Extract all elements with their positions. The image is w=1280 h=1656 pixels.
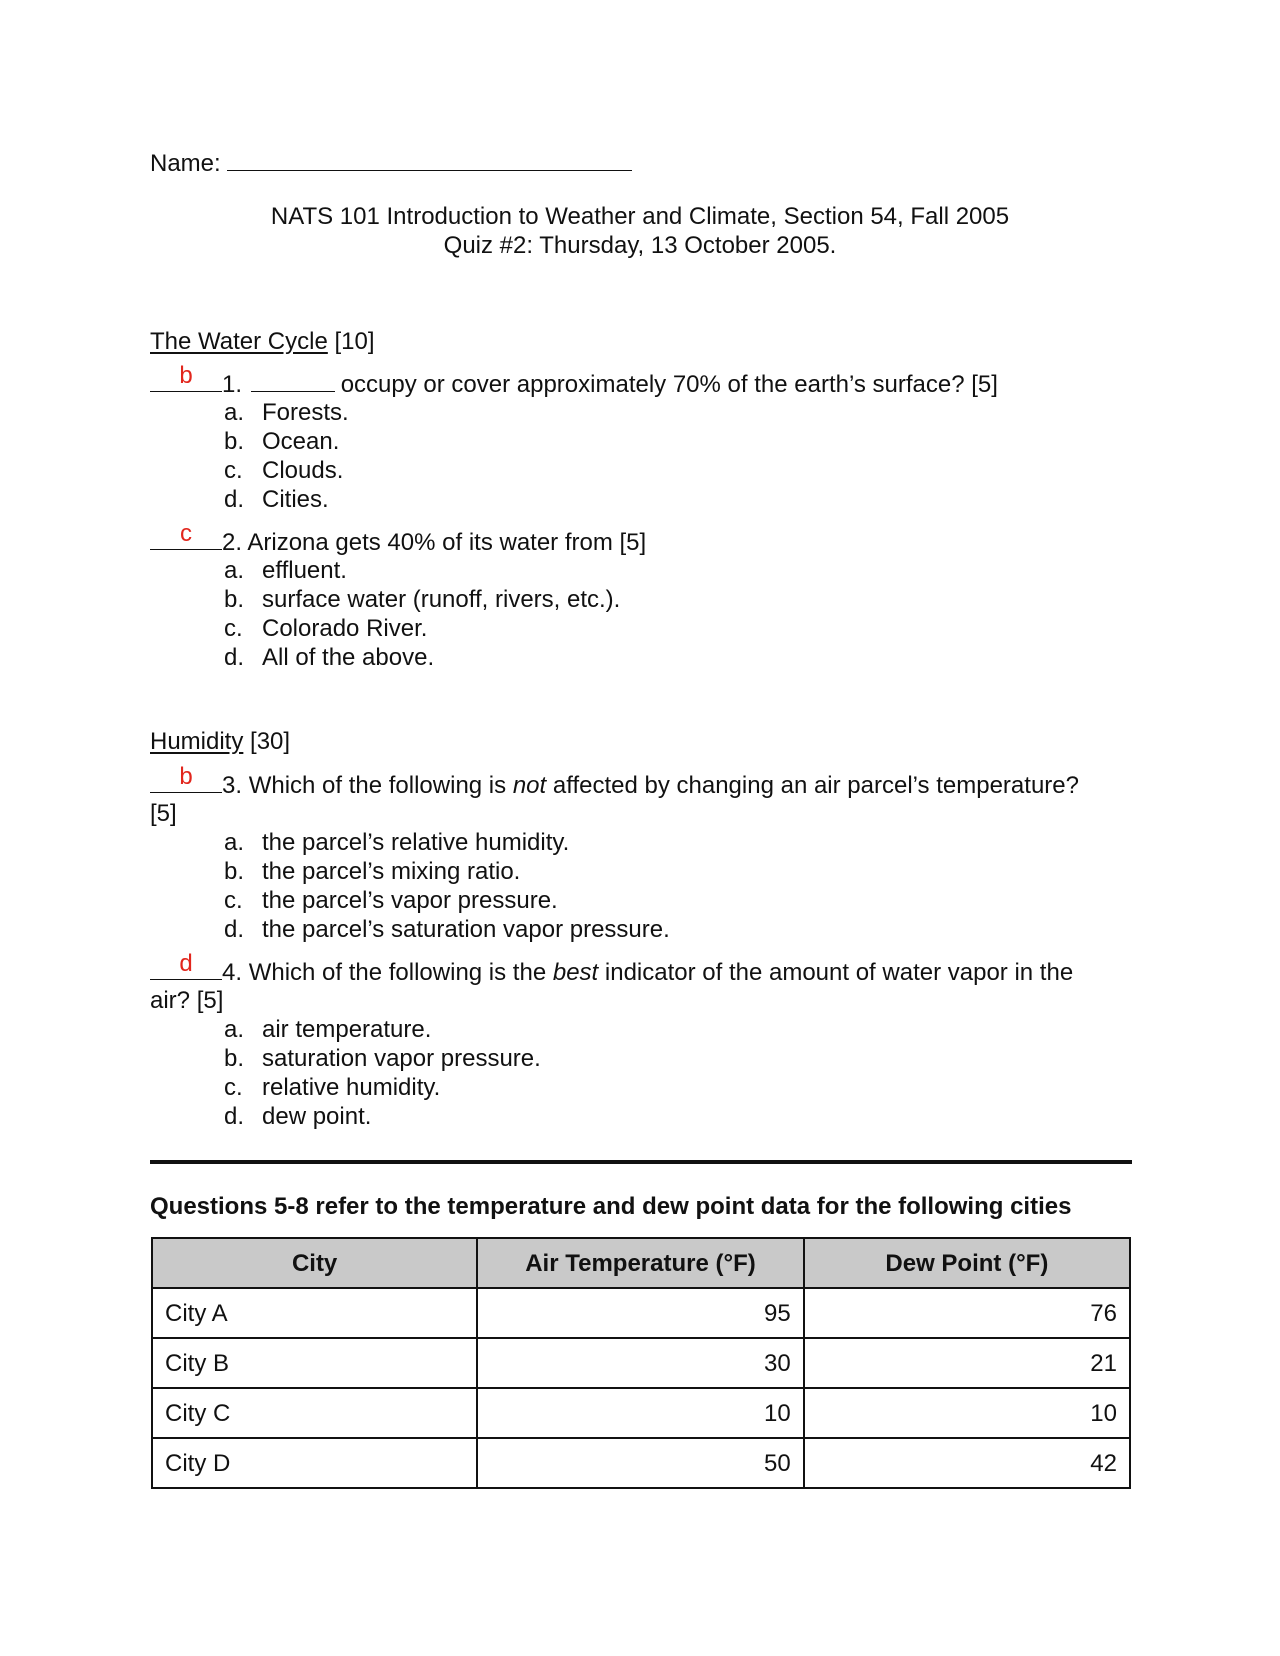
city-data-table xyxy=(151,1237,1131,1489)
table-header-row xyxy=(152,1238,1130,1288)
question-3-options xyxy=(224,828,670,944)
option: b. saturation vapor pressure. xyxy=(224,1045,541,1072)
course-title: NATS 101 Introduction to Weather and Climate, Section 54, Fall 2005 xyxy=(270,203,1010,230)
section-points: [30] xyxy=(250,728,291,755)
option: a. the parcel’s relative humidity. xyxy=(224,829,570,856)
question-2-options xyxy=(224,556,620,672)
name-blank xyxy=(227,148,632,171)
question-3: b 3. Which of the following is not affected by changing an air parcel’s temperature? xyxy=(150,770,1079,800)
answer-blank xyxy=(150,763,222,793)
answer-mark: c xyxy=(180,520,192,547)
section-humidity xyxy=(150,727,290,756)
section-title: Humidity xyxy=(150,728,244,755)
table-row: City D 50 42 xyxy=(152,1438,1130,1488)
table-row: City C 10 10 xyxy=(152,1388,1130,1438)
option: c. Clouds. xyxy=(224,457,344,484)
section-title: The Water Cycle xyxy=(150,328,328,355)
option: b. Ocean. xyxy=(224,428,340,455)
name-label: Name: xyxy=(150,150,221,177)
section-water-cycle xyxy=(150,327,375,356)
question-4: d 4. Which of the following is the best indicator of the amount of water vapor in the xyxy=(150,957,1073,987)
option: a. effluent. xyxy=(224,557,347,584)
question-number: 2. xyxy=(222,529,243,556)
question-3-continued: [5] xyxy=(150,800,177,827)
header-air-temperature: Air Temperature (°F) xyxy=(477,1238,804,1288)
question-2 xyxy=(150,520,647,557)
option: a. air temperature. xyxy=(224,1016,432,1043)
option: b. surface water (runoff, rivers, etc.). xyxy=(224,586,621,613)
name-row xyxy=(150,148,632,178)
section-divider xyxy=(150,1160,1132,1164)
option: d. the parcel’s saturation vapor pressure. xyxy=(224,916,670,943)
question-number: 4. xyxy=(222,959,243,986)
table-row: City B 30 21 xyxy=(152,1338,1130,1388)
answer-blank xyxy=(150,362,222,392)
answer-mark: b xyxy=(179,763,193,790)
question-number: 3. xyxy=(222,772,243,799)
question-number: 1. xyxy=(222,371,243,398)
option: d. dew point. xyxy=(224,1103,372,1130)
header-dew-point: Dew Point (°F) xyxy=(804,1238,1130,1288)
table-intro: Questions 5-8 refer to the temperature and dew point data for the following cities xyxy=(150,1193,1072,1220)
option: c. relative humidity. xyxy=(224,1074,441,1101)
table-row: City A 95 76 xyxy=(152,1288,1130,1338)
question-text: occupy or cover approximately 70% of the earth’s surface? [5] xyxy=(340,371,998,398)
option: c. Colorado River. xyxy=(224,615,428,642)
option: c. the parcel’s vapor pressure. xyxy=(224,887,558,914)
quiz-title: Quiz #2: Thursday, 13 October 2005. xyxy=(443,232,837,259)
header-city: City xyxy=(152,1238,477,1288)
question-4-continued: air? [5] xyxy=(150,987,224,1014)
question-4-options xyxy=(224,1015,541,1131)
section-points: [10] xyxy=(334,328,375,355)
answer-mark: b xyxy=(179,362,193,389)
option: b. the parcel’s mixing ratio. xyxy=(224,858,521,885)
fill-in-blank xyxy=(251,369,335,392)
option: d. All of the above. xyxy=(224,644,435,671)
option: a. Forests. xyxy=(224,399,349,426)
answer-blank xyxy=(150,520,222,550)
option: d. Cities. xyxy=(224,486,329,513)
answer-blank xyxy=(150,950,222,980)
answer-mark: d xyxy=(179,950,193,977)
question-text: Arizona gets 40% of its water from [5] xyxy=(247,529,647,556)
question-1-options xyxy=(224,398,349,514)
question-1 xyxy=(150,362,998,399)
